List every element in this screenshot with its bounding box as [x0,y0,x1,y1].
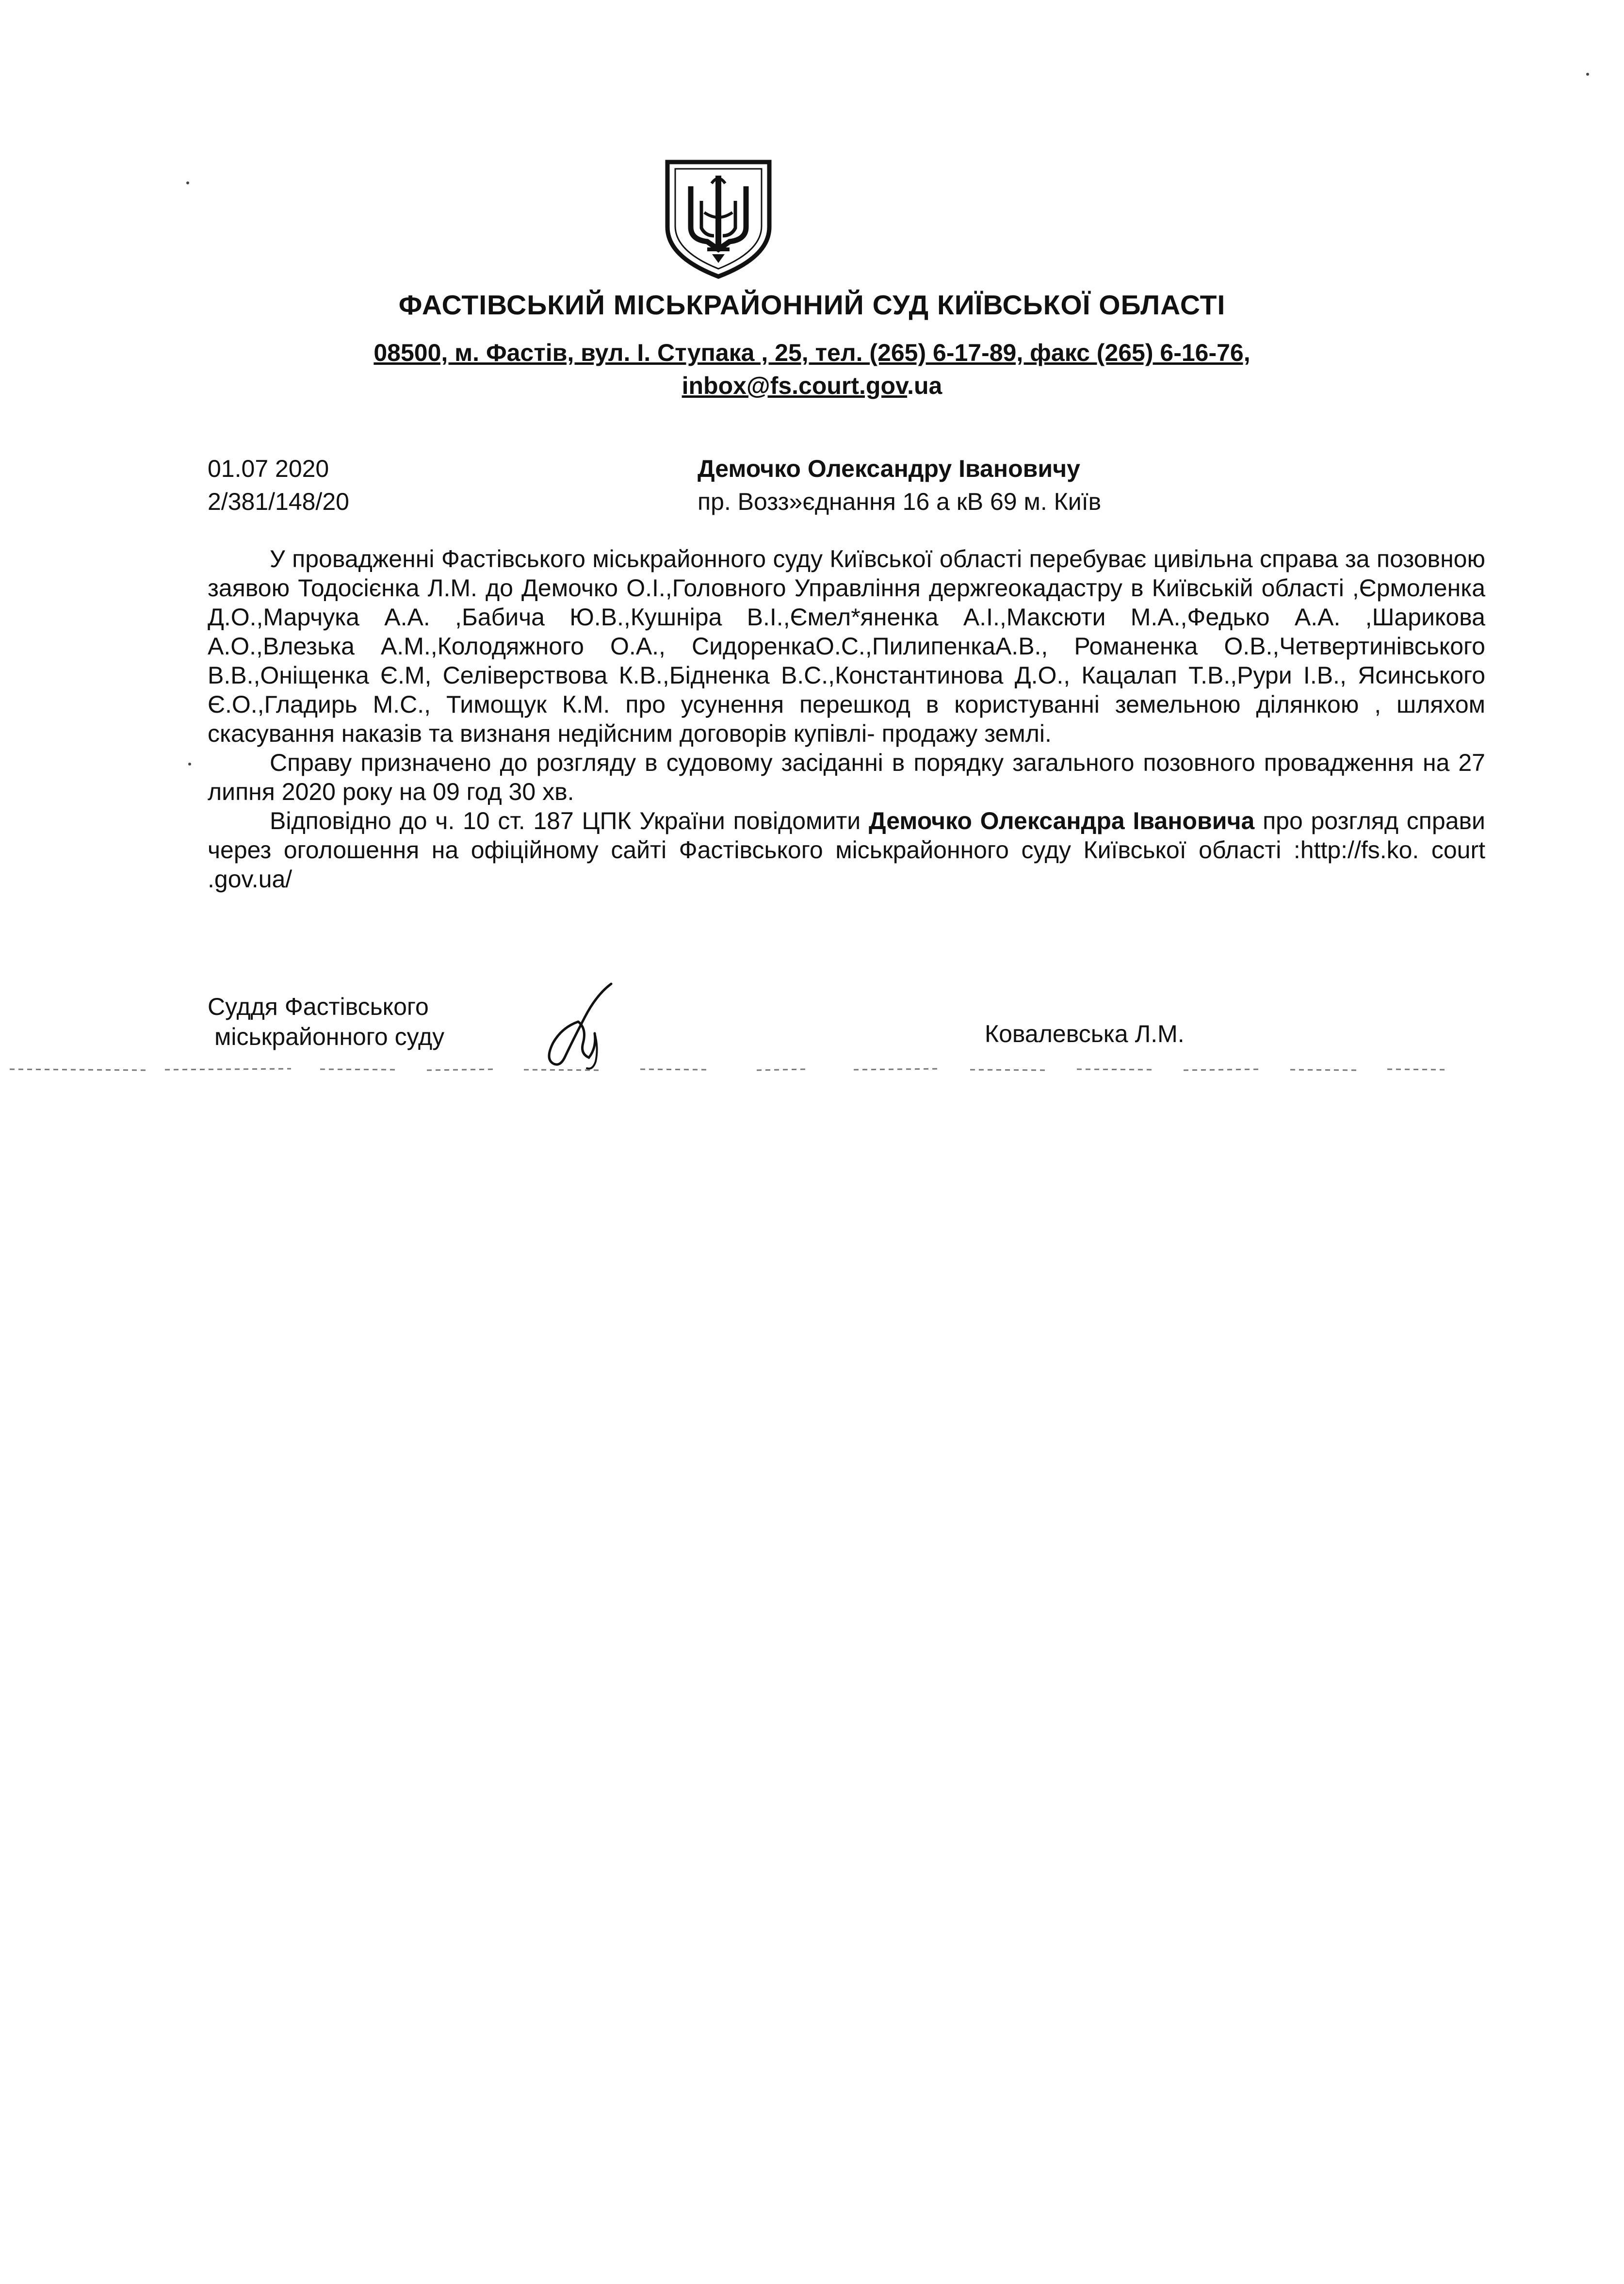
paragraph-notice [208,806,1485,894]
recipient-block [698,452,1101,518]
paragraph-case-info: У провадженні Фастівського міськрайонного суду Київської області перебуває цивільна справа за позовною заявою Тодосієнка Л.М. до Демочко О.І.,Головного Управління держгеокадастру в Київській області ,Єрмоленка Д.О.,Марчука А.А. ,Бабича Ю.В.,Кушніра В.І.,Ємел*яненка А.І.,Максюти М.А.,Федько А.А. ,Шарикова А.О.,Влезька А.М.,Колодяжного О.А., СидоренкаО.С.,ПилипенкаА.В., Романенка О.В.,Четвертинівського В.В.,Оніщенка Є.М, Селіверствова К.В.,Бідненка В.С.,Константинова Д.О., Кацалап Т.В.,Рури І.В., Ясинського Є.О.,Гладирь М.С., Тимощук К.М. про усунення перешкод в користуванні земельною ділянкою , шляхом скасування наказів та визнаня недійсним договорів купівлі- продажу землі. [208,545,1485,747]
document-date: 01.07 2020 [208,455,329,482]
notice-text-after: про розгляд справи через оголошення на офіційному сайті Фастівського міськрайонного суду Київської області :http://fs.ko. court .gov.ua/ [208,807,1485,893]
scan-speck [186,181,189,184]
recipient-address: пр. Возз»єднання 16 а кВ 69 м. Київ [698,488,1102,515]
scan-speck [1586,73,1589,76]
notice-text-before: Відповідно до ч. 10 ст. 187 ЦПК України повідомити [270,807,861,834]
judge-title [208,992,444,1052]
scan-artifact-line [0,1064,1624,1074]
handwritten-signature-icon [538,975,626,1072]
judge-name: Ковалевська Л.М. [985,1020,1185,1047]
case-number: 2/381/148/20 [208,488,349,515]
judge-title-line1: Суддя Фастівського [208,993,429,1020]
trident-emblem-icon [661,154,776,281]
scan-speck [188,763,191,766]
court-address: 08500, м. Фастів, вул. І. Ступака , 25, тел. (265) 6-17-89, факс (265) 6-16-76, [374,339,1250,366]
email-suffix: .ua [907,372,942,399]
document-meta [208,452,349,518]
judge-title-line2: міськрайонного суду [214,1023,445,1050]
court-email [0,372,1624,400]
notice-defendant-name: Демочко Олександра Івановича [868,807,1255,834]
email-address: inbox@fs.court.gov [682,372,908,399]
court-name: ФАСТІВСЬКИЙ МІСЬКРАЙОННИЙ СУД КИЇВСЬКОЇ ОБЛАСТІ [398,290,1226,321]
paragraph-hearing: Справу призначено до розгляду в судовому засіданні в порядку загального позовного провадження на 27 липня 2020 року на 09 год 30 хв. [208,749,1485,805]
letter-body [208,544,1485,894]
recipient-name: Демочко Олександру Івановичу [698,455,1080,482]
